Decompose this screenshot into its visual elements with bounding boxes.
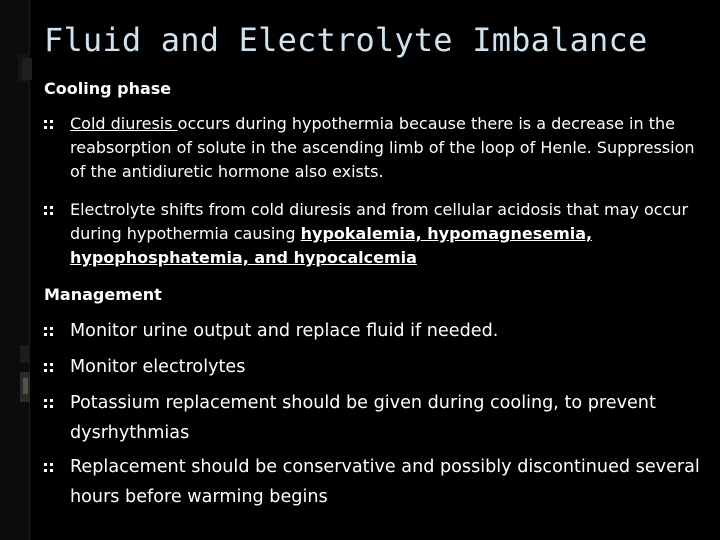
square-bullet-icon [44, 206, 53, 215]
section-heading-management: Management [44, 285, 162, 304]
emphasis-electrolyte-list: hypokalemia, hypomagnesemia, hypophosphatemia, and hypocalcemia [70, 224, 593, 267]
list-item-body: occurs during hypothermia because there is a decrease in the reabsorption of solute in the ascending limb of the loop of Henle. Suppression of the antidiuretic hormone also exists. [70, 114, 695, 181]
list-item-text: Monitor urine output and replace fluid if needed. [70, 321, 499, 341]
list-item [44, 316, 714, 346]
list-item-text: Potassium replacement should be given during cooling, to prevent dysrhythmias [70, 393, 656, 443]
square-bullet-icon [44, 463, 53, 472]
list-item-text [70, 198, 714, 270]
decorative-stripe [23, 378, 28, 394]
slide-title: Fluid and Electrolyte Imbalance [44, 21, 648, 59]
list-item [44, 452, 714, 512]
list-item-text [70, 112, 714, 184]
square-bullet-icon [44, 120, 53, 129]
list-item-text: Replacement should be conservative and possibly discontinued several hours before warming begins [70, 457, 700, 507]
decorative-stripe [20, 345, 30, 363]
list-item [44, 198, 714, 270]
square-bullet-icon [44, 399, 53, 408]
decorative-square-inner [22, 58, 32, 80]
square-bullet-icon [44, 327, 53, 336]
list-item-body: Electrolyte shifts from cold diuresis and from cellular acidosis that may occur during hypothermia causing [70, 200, 689, 243]
section-heading-cooling-phase: Cooling phase [44, 79, 172, 98]
square-bullet-icon [44, 363, 53, 372]
list-item [44, 112, 714, 184]
list-item-text: Monitor electrolytes [70, 357, 246, 377]
list-item [44, 388, 714, 448]
term-cold-diuresis: Cold diuresis [70, 114, 178, 133]
list-item [44, 352, 714, 382]
